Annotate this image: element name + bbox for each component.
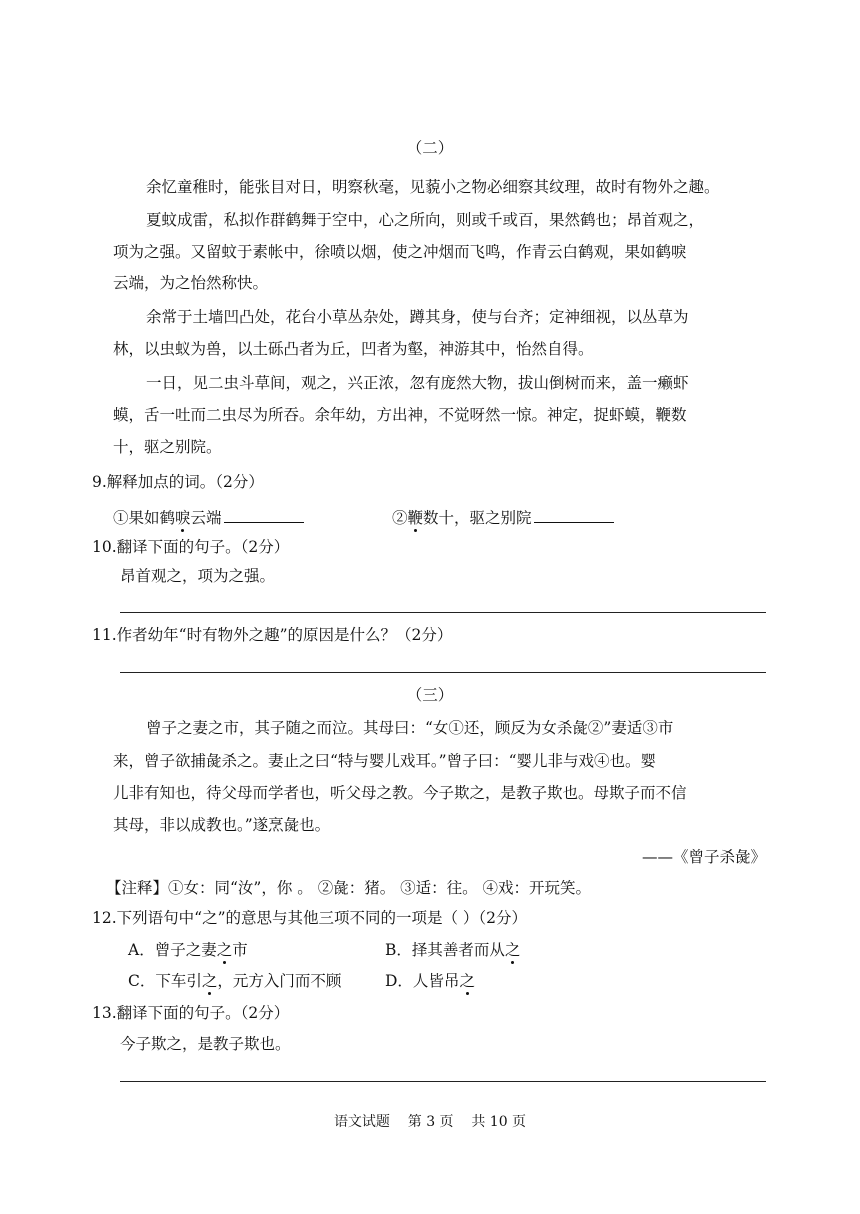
q12c-post: ，元方入门而不顾 — [217, 972, 342, 990]
passage3-source: ——《曾子杀彘》 — [641, 848, 766, 866]
q12-option-a[interactable] — [128, 940, 248, 960]
question-13-sentence: 今子欺之，是教子欺也。 — [120, 1035, 291, 1053]
passage2-para2-line1: 夏蚊成雷，私拟作群鹤舞于空中，心之所向，则或千或百，果然鹤也；昂首观之， — [146, 211, 705, 229]
q9b-text-post: 数十，驱之别院 — [423, 509, 532, 527]
q12c-pre: C．下车引 — [128, 972, 202, 990]
q12a-pre: A．曾子之妻 — [128, 941, 217, 959]
question-9-item-b — [392, 506, 614, 528]
passage3-line3: 儿非有知也，待父母而学者也，听父母之教。今子欺之，是教子欺也。母欺子而不信 — [113, 784, 687, 802]
question-10-sentence: 昂首观之，项为之强。 — [120, 567, 276, 585]
q11-answer-line[interactable] — [120, 672, 766, 673]
section-heading-2: （二） — [406, 139, 454, 157]
q9a-dotted-word: 唳 — [175, 509, 191, 527]
q12a-dotted-word: 之 — [216, 941, 233, 959]
q9a-answer-blank[interactable] — [224, 506, 304, 523]
q9b-answer-blank[interactable] — [534, 506, 614, 523]
passage2-para4-line2: 蟆，舌一吐而二虫尽为所吞。余年幼，方出神，不觉呀然一惊。神定，捉虾蟆，鞭数 — [113, 406, 687, 424]
q12-option-b[interactable] — [385, 940, 520, 960]
passage2-para3-line2: 林，以虫蚁为兽，以土砾凸者为丘，凹者为壑，神游其中，怡然自得。 — [113, 340, 594, 358]
question-10-title: 10.翻译下面的句子。（2分） — [92, 538, 290, 556]
passage2-para2-line2: 项为之强。又留蚊于素帐中，徐喷以烟，使之冲烟而飞鸣，作青云白鹤观，果如鹤唳 — [113, 243, 687, 261]
q9b-text-pre: ② — [392, 509, 408, 527]
q12d-dotted-word: 之 — [459, 972, 475, 990]
q12-option-d[interactable] — [385, 971, 475, 991]
passage2-para1: 余忆童稚时，能张目对日，明察秋毫，见藐小之物必细察其纹理，故时有物外之趣。 — [146, 178, 720, 196]
page-footer: 语文试题 第 3 页 共 10 页 — [333, 1114, 527, 1130]
passage2-para3-line1: 余常于土墙凹凸处，花台小草丛杂处，蹲其身，使与台齐；定神细视，以丛草为 — [146, 308, 689, 326]
q9b-dotted-word: 鞭 — [407, 509, 424, 527]
passage3-line4: 其母，非以成教也。”遂烹彘也。 — [113, 816, 331, 834]
passage3-line1: 曾子之妻之市，其子随之而泣。其母曰：“女①还，顾反为女杀彘②”妻适③市 — [146, 719, 674, 737]
q12b-dotted-word: 之 — [504, 941, 521, 959]
question-11-title: 11.作者幼年“时有物外之趣”的原因是什么？（2分） — [92, 626, 453, 644]
passage2-para2-line3: 云端，为之怡然称快。 — [113, 274, 269, 292]
passage2-para4-line1: 一日，见二虫斗草间，观之，兴正浓，忽有庞然大物，拔山倒树而来，盖一癞虾 — [146, 374, 689, 392]
q12-option-c[interactable] — [128, 971, 341, 991]
question-9-title: 9.解释加点的词。（2分） — [92, 473, 264, 491]
question-13-title: 13.翻译下面的句子。（2分） — [92, 1004, 290, 1022]
q12b-pre: B．择其善者而从 — [385, 941, 505, 959]
q9a-text-post: 云端 — [190, 509, 222, 527]
question-9-item-a — [113, 506, 304, 528]
q13-answer-line[interactable] — [120, 1081, 766, 1082]
passage3-annotation: 【注释】①女：同“汝”，你 。 ②彘：猪。 ③适：往。 ④戏：开玩笑。 — [106, 879, 592, 897]
q12d-pre: D．人皆吊 — [385, 972, 460, 990]
question-12-title: 12.下列语句中“之”的意思与其他三项不同的一项是（ ）（2分） — [92, 909, 528, 927]
q12a-post: 市 — [232, 941, 248, 959]
section-heading-3: （三） — [406, 686, 454, 704]
q9a-text-pre: ①果如鹤 — [113, 509, 176, 527]
q10-answer-line[interactable] — [120, 612, 766, 613]
passage2-para4-line3: 十，驱之别院。 — [113, 438, 222, 456]
passage3-line2: 来，曾子欲捕彘杀之。妻止之曰“特与婴儿戏耳。”曾子曰：“婴儿非与戏④也。婴 — [113, 752, 657, 770]
q12c-dotted-word: 之 — [201, 972, 218, 990]
